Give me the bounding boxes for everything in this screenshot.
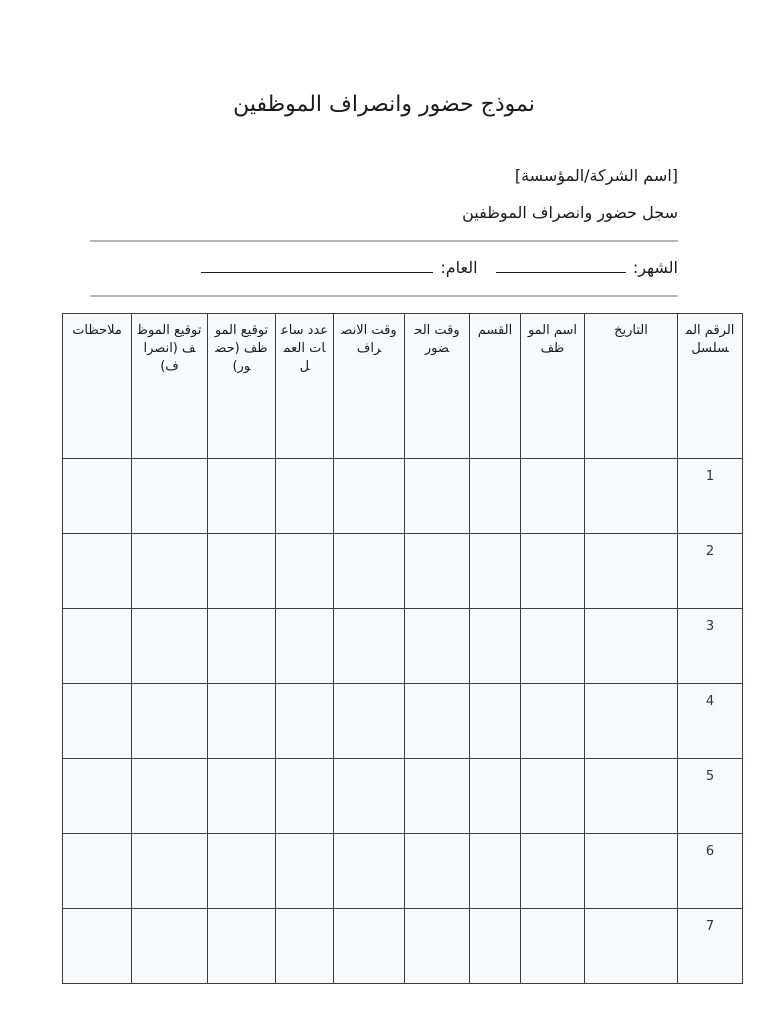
- serial-number-cell: 2: [678, 534, 743, 609]
- table-row: [63, 684, 743, 759]
- employee-name-cell[interactable]: [521, 684, 585, 759]
- work-hours-cell[interactable]: [276, 684, 334, 759]
- employee-name-cell[interactable]: [521, 459, 585, 534]
- serial-number-cell: 6: [678, 834, 743, 909]
- table-row: [63, 834, 743, 909]
- notes-cell[interactable]: [63, 684, 132, 759]
- header-cell-check-out-time: وقت الانصراف: [334, 314, 405, 459]
- header-cell-department: القسم: [470, 314, 521, 459]
- department-cell[interactable]: [470, 834, 521, 909]
- notes-cell[interactable]: [63, 909, 132, 984]
- page-title: نموذج حضور وانصراف الموظفين: [233, 92, 535, 117]
- notes-cell[interactable]: [63, 834, 132, 909]
- table-row: [63, 759, 743, 834]
- notes-cell[interactable]: [63, 759, 132, 834]
- check-out-time-cell[interactable]: [334, 759, 405, 834]
- date-cell[interactable]: [585, 459, 678, 534]
- header-cell-work-hours: عدد ساعات العمل: [276, 314, 334, 459]
- check-in-time-cell[interactable]: [405, 759, 470, 834]
- employee-name-cell[interactable]: [521, 609, 585, 684]
- signature-in-cell[interactable]: [208, 759, 276, 834]
- period-line: [199, 258, 678, 277]
- check-in-time-cell[interactable]: [405, 834, 470, 909]
- notes-cell[interactable]: [63, 459, 132, 534]
- work-hours-cell[interactable]: [276, 609, 334, 684]
- register-subtitle: سجل حضور وانصراف الموظفين: [462, 203, 678, 222]
- work-hours-cell[interactable]: [276, 459, 334, 534]
- signature-out-cell[interactable]: [132, 609, 208, 684]
- employee-name-cell[interactable]: [521, 534, 585, 609]
- header-cell-notes: ملاحظات: [63, 314, 132, 459]
- serial-number-cell: 5: [678, 759, 743, 834]
- check-out-time-cell[interactable]: [334, 684, 405, 759]
- date-cell[interactable]: [585, 609, 678, 684]
- department-cell[interactable]: [470, 609, 521, 684]
- header-cell-signature-in: توقيع الموظف (حضور): [208, 314, 276, 459]
- serial-number-cell: 7: [678, 909, 743, 984]
- serial-number-cell: 1: [678, 459, 743, 534]
- department-cell[interactable]: [470, 684, 521, 759]
- serial-number-cell: 3: [678, 609, 743, 684]
- signature-in-cell[interactable]: [208, 909, 276, 984]
- check-out-time-cell[interactable]: [334, 609, 405, 684]
- signature-in-cell[interactable]: [208, 684, 276, 759]
- signature-in-cell[interactable]: [208, 609, 276, 684]
- department-cell[interactable]: [470, 534, 521, 609]
- date-cell[interactable]: [585, 759, 678, 834]
- employee-name-cell[interactable]: [521, 759, 585, 834]
- check-out-time-cell[interactable]: [334, 909, 405, 984]
- date-cell[interactable]: [585, 684, 678, 759]
- month-blank-field[interactable]: [496, 258, 626, 273]
- table-row: [63, 909, 743, 984]
- check-in-time-cell[interactable]: [405, 459, 470, 534]
- header-cell-employee-name: اسم الموظف: [521, 314, 585, 459]
- signature-out-cell[interactable]: [132, 759, 208, 834]
- header-cell-serial: الرقم المسلسل: [678, 314, 743, 459]
- month-label: الشهر:: [632, 258, 678, 277]
- year-blank-field[interactable]: [201, 258, 433, 273]
- header-cell-date: التاريخ: [585, 314, 678, 459]
- check-out-time-cell[interactable]: [334, 459, 405, 534]
- work-hours-cell[interactable]: [276, 834, 334, 909]
- divider-top: [90, 240, 678, 242]
- table-header-row: [63, 314, 743, 459]
- signature-out-cell[interactable]: [132, 459, 208, 534]
- department-cell[interactable]: [470, 459, 521, 534]
- notes-cell[interactable]: [63, 534, 132, 609]
- work-hours-cell[interactable]: [276, 909, 334, 984]
- attendance-table: [62, 313, 743, 984]
- department-cell[interactable]: [470, 759, 521, 834]
- signature-out-cell[interactable]: [132, 684, 208, 759]
- table-row: [63, 459, 743, 534]
- check-out-time-cell[interactable]: [334, 834, 405, 909]
- date-cell[interactable]: [585, 834, 678, 909]
- date-cell[interactable]: [585, 534, 678, 609]
- department-cell[interactable]: [470, 909, 521, 984]
- signature-in-cell[interactable]: [208, 834, 276, 909]
- notes-cell[interactable]: [63, 609, 132, 684]
- work-hours-cell[interactable]: [276, 759, 334, 834]
- signature-out-cell[interactable]: [132, 534, 208, 609]
- check-in-time-cell[interactable]: [405, 909, 470, 984]
- signature-in-cell[interactable]: [208, 534, 276, 609]
- organization-name-placeholder: [اسم الشركة/المؤسسة]: [514, 166, 678, 185]
- header-cell-signature-out: توقيع الموظف (انصراف): [132, 314, 208, 459]
- table-row: [63, 609, 743, 684]
- check-in-time-cell[interactable]: [405, 684, 470, 759]
- check-out-time-cell[interactable]: [334, 534, 405, 609]
- signature-in-cell[interactable]: [208, 459, 276, 534]
- divider-bottom: [90, 295, 678, 297]
- serial-number-cell: 4: [678, 684, 743, 759]
- date-cell[interactable]: [585, 909, 678, 984]
- employee-name-cell[interactable]: [521, 834, 585, 909]
- check-in-time-cell[interactable]: [405, 534, 470, 609]
- employee-name-cell[interactable]: [521, 909, 585, 984]
- check-in-time-cell[interactable]: [405, 609, 470, 684]
- signature-out-cell[interactable]: [132, 834, 208, 909]
- signature-out-cell[interactable]: [132, 909, 208, 984]
- header-cell-check-in-time: وقت الحضور: [405, 314, 470, 459]
- year-label: العام:: [440, 258, 478, 277]
- table-row: [63, 534, 743, 609]
- work-hours-cell[interactable]: [276, 534, 334, 609]
